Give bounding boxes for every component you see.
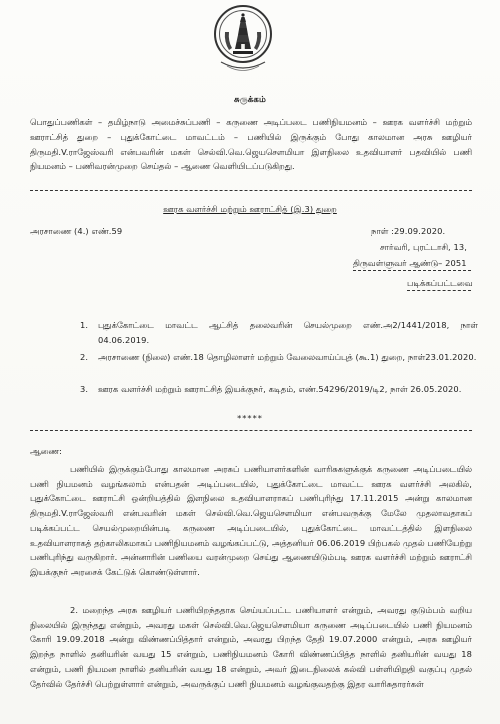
tamil-calendar-date: சார்வரி, புரட்டாசி, 13, bbox=[380, 242, 468, 252]
separator-stars: ***** bbox=[237, 413, 263, 423]
order-date: நாள் :29.09.2020. bbox=[371, 226, 446, 236]
reference-text: ஊரக வளர்ச்சி மற்றும் ஊராட்சித் இயக்குநர், கடிதம், எண்.54296/2019/டி2, நாள் 26.05.2020. bbox=[98, 384, 462, 394]
divider-date bbox=[353, 270, 471, 271]
thiruvalluvar-year: திருவள்ளுவர் ஆண்டு– 2051 bbox=[353, 258, 467, 268]
state-emblem-icon bbox=[213, 4, 273, 78]
subject-paragraph: பொதுப்பணிகள் – தமிழ்நாடு அமைச்சுப்பணி – கருணை அடிப்படை பணிநியமனம் – ஊரக வளர்ச்சி மற்றும் ஊராட்சித் துறை – புதுக்கோட்டை மாவட்டம் – பணியில் இருக்கும் போது காலமான அரசு ஊழியர் திருமதி.V.ராஜேஸ்வரி என்பவரின் மகள் செல்வி.வெ.ஜெயசௌமியா இளநிலை உதவியாளர் பதவியில் பணி நியமனம் – பணிவரன்முறை செய்தல் – ஆணை வெளியிடப்படுகிறது. bbox=[30, 117, 472, 172]
reference-item bbox=[80, 382, 482, 397]
reference-item bbox=[80, 350, 482, 365]
page-title: சுருக்கம் bbox=[234, 95, 266, 105]
reference-text: அரசாணை (நிலை) எண்.18 தொழிலாளர் மற்றும் வேலைவாய்ப்புத் (கூ.1) துறை, நாள்23.01.2020. bbox=[98, 352, 477, 362]
order-heading: ஆணை: bbox=[30, 446, 62, 456]
divider-middle bbox=[30, 430, 472, 431]
divider-top bbox=[30, 190, 472, 191]
order-number: அரசாணை (4.) எண்.59 bbox=[30, 226, 123, 236]
order-paragraph-2: 2. மறைந்த அரசு ஊழியர் பணியிறந்ததாக செய்யப்பட்ட பணியாளர் என்றும், அவரது குடும்பம் வறிய நிலையில் இருந்தது என்றும், அவரது மகள் செல்வி.வெ.ஜெயசௌமியா கருணை அடிப்படையில் பணி நியமனம் கோரி 19.09.2018 அன்று விண்ணப்பித்தார் என்றும், அவரது பிறந்த தேதி 19.07.2000 என்றும், அரசு ஊழியர் இறந்த நாளில் தனியரின் வயது 15 என்றும், பணிநியமனம் கோரி விண்ணப்பித்த நாளில் தனியரின் வயது 18 என்றும், பணி நியமன நாளில் தனியரின் வயது 18 என்றும், அவர் இடைநிலைக் கல்வி பள்ளியிறுதி வகுப்பு முதல் தேர்வில் தேர்ச்சி பெற்றுள்ளார் என்றும், அவருக்குப் பணி நியமனம் வழங்குவதற்கு இதர வாரிசுதாரர்கள் bbox=[30, 605, 472, 689]
reference-number: 3. bbox=[80, 384, 89, 394]
reference-number: 2. bbox=[80, 352, 89, 362]
reference-number: 1. bbox=[80, 320, 89, 330]
divider-read bbox=[407, 290, 471, 291]
read-label: படிக்கப்பட்டவை bbox=[407, 278, 473, 288]
reference-item bbox=[80, 318, 482, 348]
reference-text: புதுக்கோட்டை மாவட்ட ஆட்சித் தலைவரின் செயல்முறை எண்.அ2/1441/2018, நாள் 04.06.2019. bbox=[98, 320, 478, 345]
department-heading: ஊரக வளர்ச்சி மற்றும் ஊராட்சித் (இ.3) துறை bbox=[163, 204, 337, 214]
order-paragraph-1: பணியில் இருக்கும்போது காலமான அரசுப் பணியாளர்களின் வாரிசுகளுக்குக் கருணை அடிப்படையில் பணி நியமனம் வழங்கலாம் என்பதன் அடிப்படையில், புதுக்கோட்டை மாவட்ட ஊரக வளர்ச்சி அலகில், புதுக்கோட்டை ஊராட்சி ஒன்றியத்தில் இளநிலை உதவியாளராகப் பணிபுரிந்து 17.11.2015 அன்று காலமான திருமதி.V.ராஜேஸ்வரி என்பவரின் மகள் செல்வி.வெ.ஜெயசௌமியா என்பவருக்கு மேலே முதலாவதாகப் படிக்கப்பட்ட செயல்முறையின்படி கருணை அடிப்படையில், புதுக்கோட்டை மாவட்டத்தில் இளநிலை உதவியாளராகத் தற்காலிகமாகப் பணிநியமனம் வழங்கப்பட்டு, அத்தனியர் 06.06.2019 பிற்பகல் முதல் பணியேற்று பணிபுரிந்து வருகிறார். அன்னாரின் பணியை வரன்முறை செய்து ஆணையிடும்படி ஊரக வளர்ச்சி மற்றும் ஊராட்சி இயக்குநர் அரசைக் கேட்டுக் கொண்டுள்ளார். bbox=[30, 464, 472, 577]
